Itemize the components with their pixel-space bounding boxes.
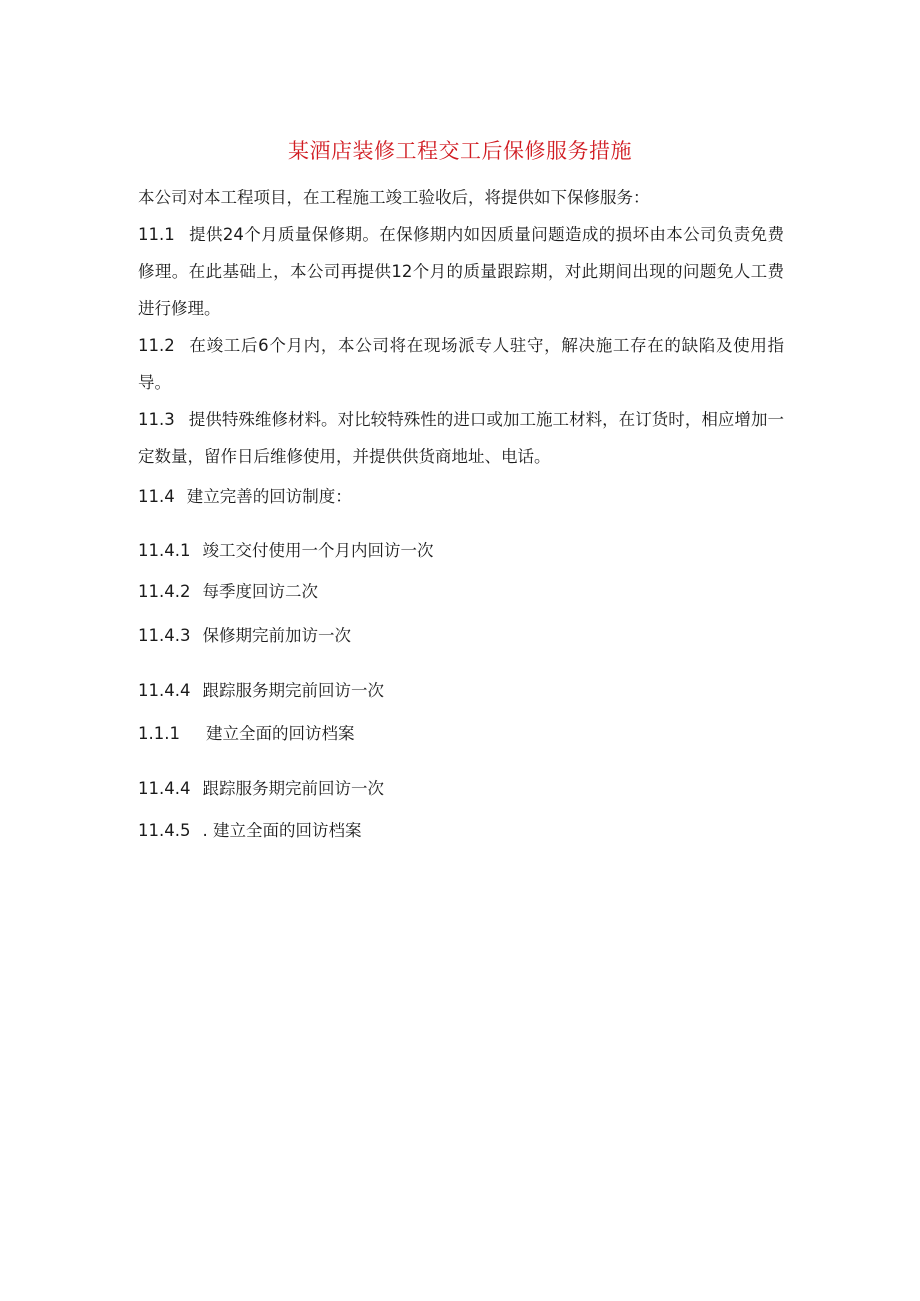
section-text: 建立完善的回访制度： xyxy=(186,487,352,506)
section-11-1 xyxy=(138,216,784,327)
item-text: 跟踪服务期完前回访一次 xyxy=(202,681,384,700)
section-number: 11.4 xyxy=(138,487,175,506)
intro-paragraph: 本公司对本工程项目，在工程施工竣工验收后，将提供如下保修服务： xyxy=(138,188,650,207)
item-text: 跟踪服务期完前回访一次 xyxy=(202,779,384,798)
document-title: 某酒店装修工程交工后保修服务措施 xyxy=(288,139,632,163)
section-11-2 xyxy=(138,327,784,401)
item-text: 保修期完前加访一次 xyxy=(202,626,351,645)
item-number: 11.4.4 xyxy=(138,779,191,798)
item-number: 11.4.5 xyxy=(138,821,191,840)
section-11-4 xyxy=(138,482,352,512)
item-number: 11.4.4 xyxy=(138,681,191,700)
item-number: 11.4.1 xyxy=(138,541,191,560)
section-text: 提供特殊维修材料。对比较特殊性的进口或加工施工材料，在订货时，相应增加一定数量，留作日后维修使用，并提供供货商地址、电话。 xyxy=(138,410,784,466)
item-text: 竣工交付使用一个月内回访一次 xyxy=(202,541,434,560)
section-text: 提供24个月质量保修期。在保修期内如因质量问题造成的损坏由本公司负责免费修理。在此基础上，本公司再提供12个月的质量跟踪期，对此期间出现的问题免人工费进行修理。 xyxy=(138,225,784,318)
list-item xyxy=(138,536,433,566)
item-text: 每季度回访二次 xyxy=(202,582,318,601)
section-text: 在竣工后6个月内，本公司将在现场派专人驻守，解决施工存在的缺陷及使用指导。 xyxy=(138,336,784,392)
list-item xyxy=(138,719,354,749)
list-item xyxy=(138,621,351,651)
section-number: 11.2 xyxy=(138,336,175,355)
list-item xyxy=(138,676,384,706)
list-item xyxy=(138,774,384,804)
item-number: 11.4.2 xyxy=(138,582,191,601)
section-number: 11.3 xyxy=(138,410,175,429)
list-item xyxy=(138,577,318,607)
document-body xyxy=(138,179,784,475)
section-number: 11.1 xyxy=(138,225,175,244)
section-11-3 xyxy=(138,401,784,475)
list-item xyxy=(138,816,361,846)
item-number: 11.4.3 xyxy=(138,626,191,645)
item-text: 建立全面的回访档案 xyxy=(205,724,355,743)
item-text: . 建立全面的回访档案 xyxy=(202,821,362,840)
item-number: 1.1.1 xyxy=(138,724,180,743)
